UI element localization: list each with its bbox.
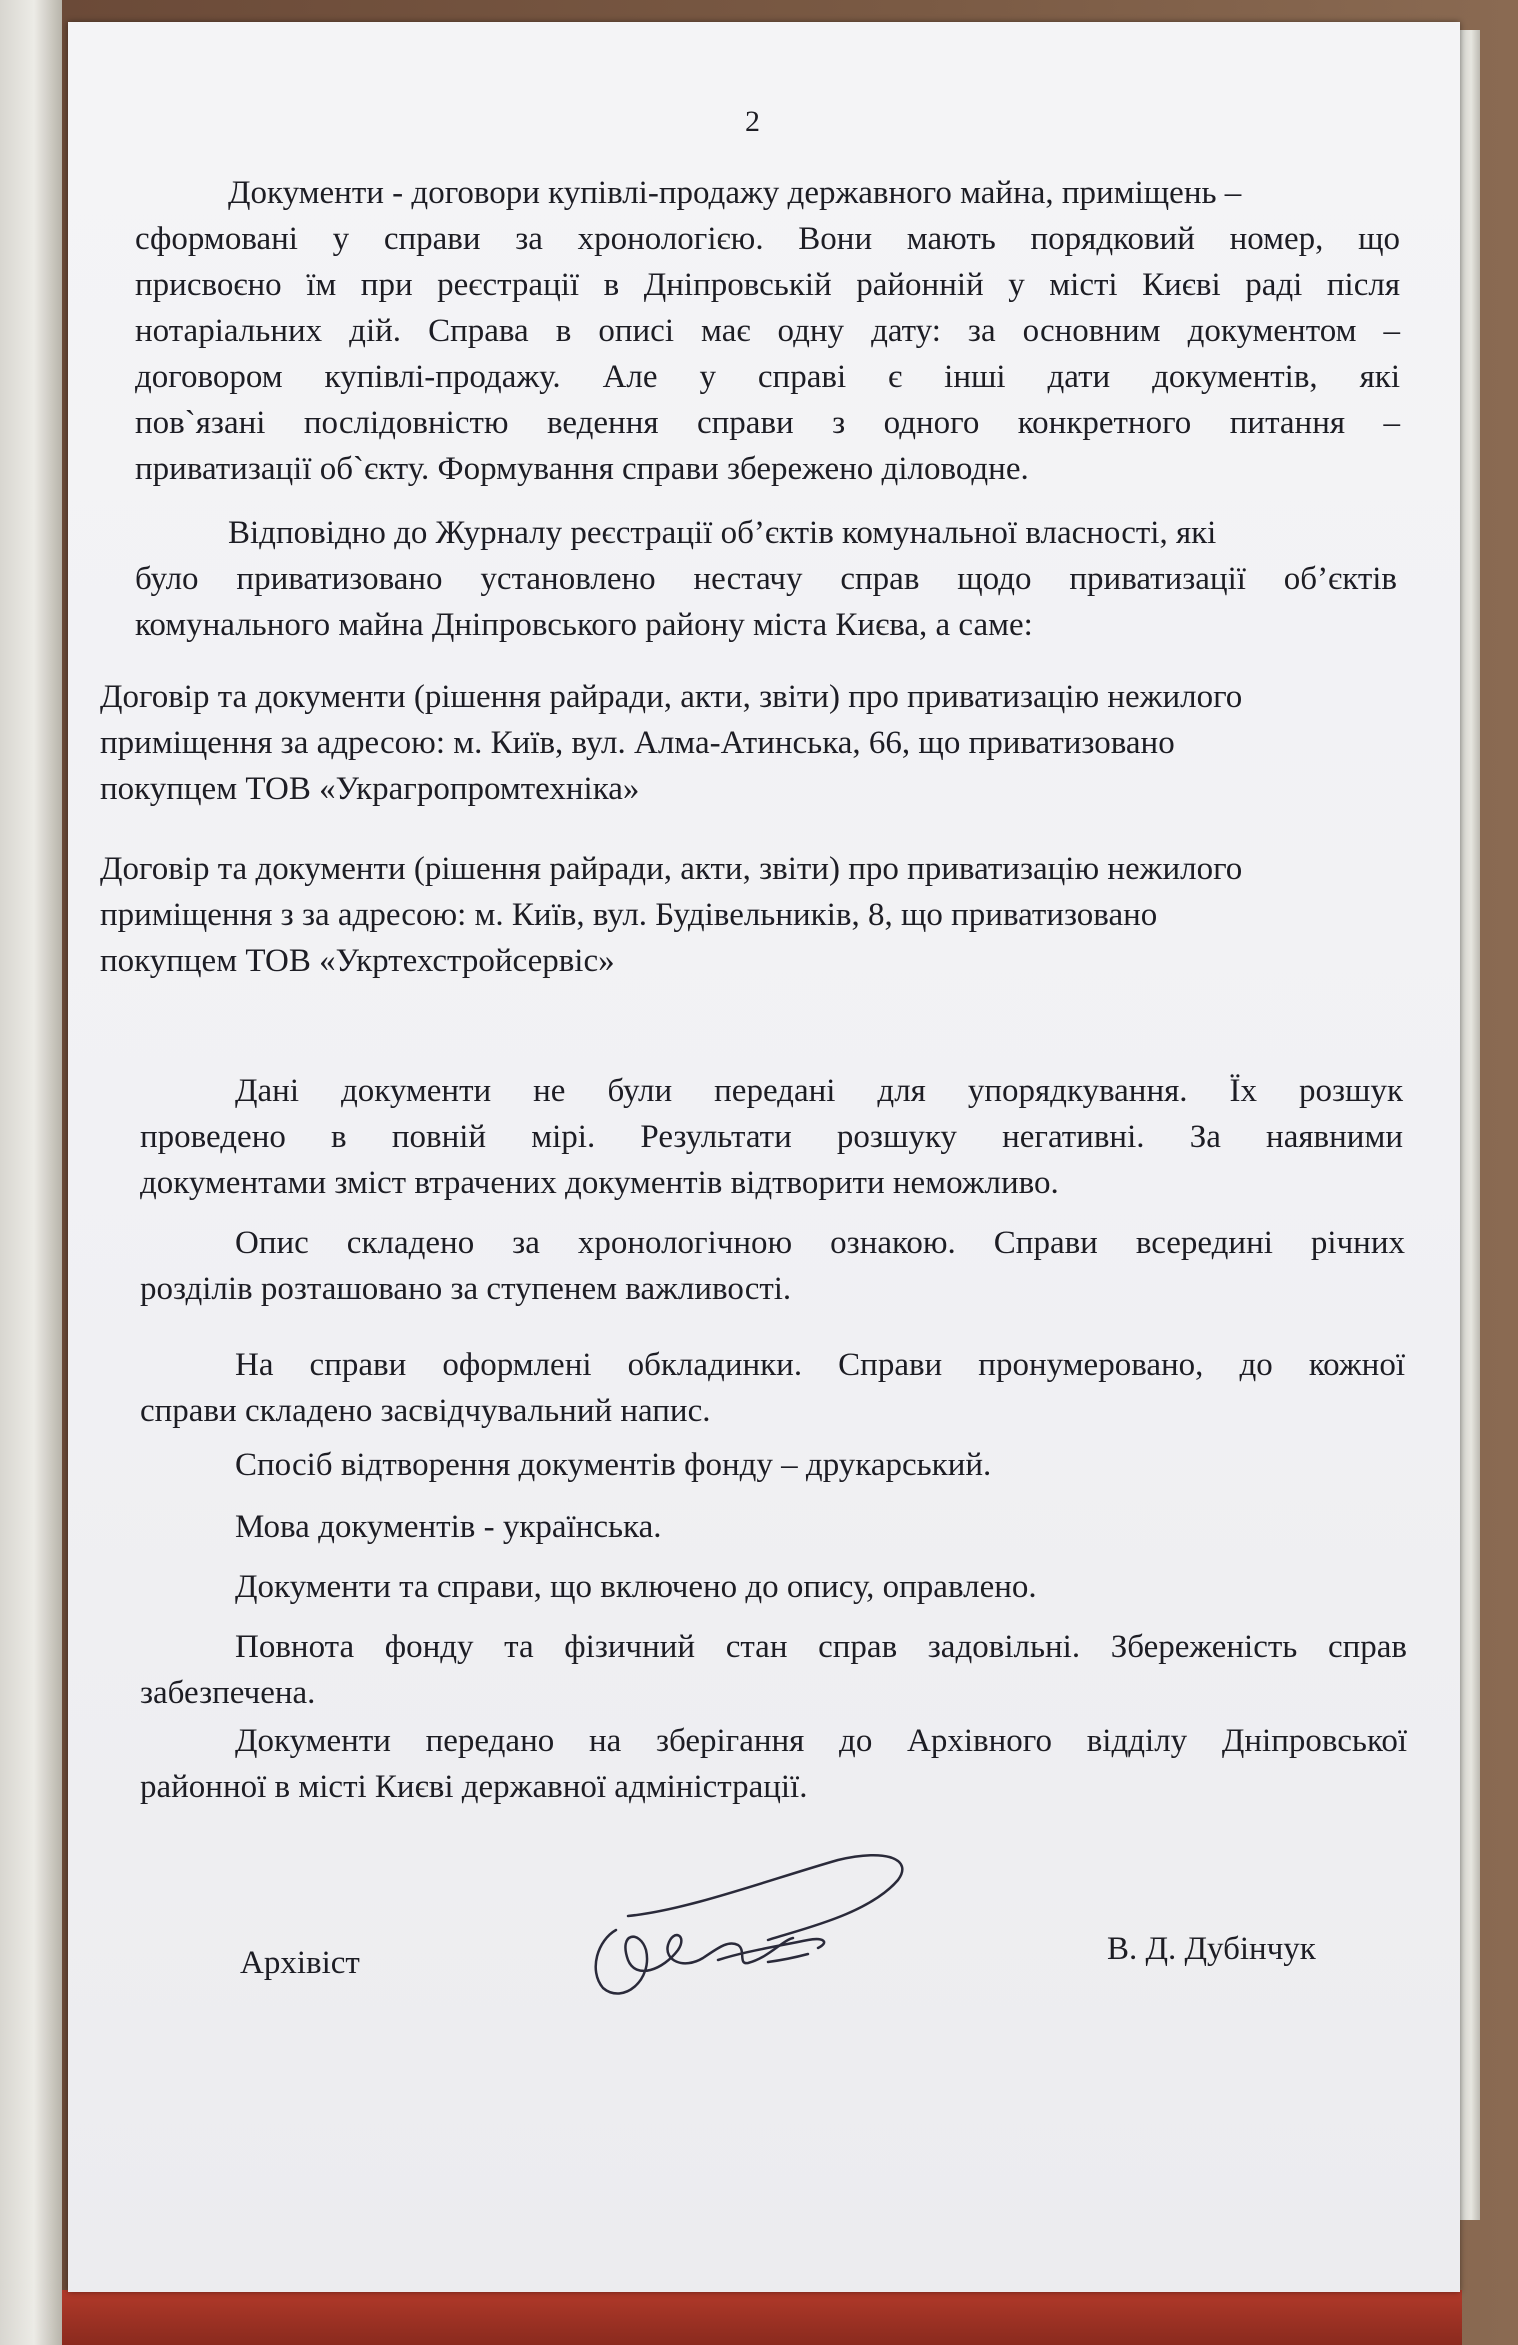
text-line: комунального майна Дніпровського району міста Києва, а саме:	[135, 607, 1033, 643]
paragraph-7: Мова документів - українська.	[235, 1509, 662, 1545]
text-line: присвоєно їм при реєстрації в Дніпровській районній у місті Києві раді після	[135, 267, 1400, 303]
text-line: приміщення з за адресою: м. Київ, вул. Будівельників, 8, що приватизовано	[100, 897, 1158, 933]
text-line: Повнота фонду та фізичний стан справ задовільні. Збереженість справ	[235, 1629, 1407, 1665]
text-line: договором купівлі-продажу. Але у справі є інші дати документів, які	[135, 359, 1400, 395]
text-line: нотаріальних дій. Справа в описі має одну дату: за основним документом –	[135, 313, 1400, 349]
paragraph-8: Документи та справи, що включено до опису, оправлено.	[235, 1569, 1037, 1605]
text-line: приміщення за адресою: м. Київ, вул. Алма-Атинська, 66, що приватизовано	[100, 725, 1175, 761]
page-stack-edge	[1458, 30, 1480, 2220]
paragraph-6: Спосіб відтворення документів фонду – друкарський.	[235, 1447, 992, 1483]
text-line: На справи оформлені обкладинки. Справи пронумеровано, до кожної	[235, 1347, 1405, 1383]
text-line: покупцем ТОВ «Украгропромтехніка»	[100, 771, 640, 807]
text-line: районної в місті Києві державної адміністрації.	[140, 1769, 808, 1805]
text-line: забезпечена.	[140, 1675, 316, 1711]
binder-cover-edge	[62, 2290, 1462, 2345]
text-line: розділів розташовано за ступенем важливості.	[140, 1271, 792, 1307]
text-line: Відповідно до Журналу реєстрації об’єктів комунальної власності, які	[228, 515, 1217, 551]
text-line: було приватизовано установлено нестачу справ щодо приватизації об’єктів	[135, 561, 1397, 597]
text-line: приватизації об`єкту. Формування справи збережено діловодне.	[135, 451, 1029, 487]
text-line: Документи - договори купівлі-продажу державного майна, приміщень –	[228, 175, 1242, 211]
signatory-name: В. Д. Дубінчук	[1107, 1931, 1316, 1967]
text-line: Договір та документи (рішення райради, акти, звіти) про приватизацію нежилого	[100, 851, 1243, 887]
text-line: Опис складено за хронологічною ознакою. Справи всередині річних	[235, 1225, 1405, 1261]
text-line: Документи передано на зберігання до Архівного відділу Дніпровської	[235, 1723, 1407, 1759]
text-line: покупцем ТОВ «Укртехстройсервіс»	[100, 943, 615, 979]
text-line: справи складено засвідчувальний напис.	[140, 1393, 711, 1429]
text-line: пов`язані послідовністю ведення справи з одного конкретного питання –	[135, 405, 1400, 441]
handwritten-signature	[568, 1820, 928, 2020]
page-number: 2	[745, 105, 760, 138]
text-line: сформовані у справи за хронологією. Вони мають порядковий номер, що	[135, 221, 1400, 257]
text-line: документами зміст втрачених документів відтворити неможливо.	[140, 1165, 1059, 1201]
signatory-role: Архівіст	[240, 1945, 360, 1981]
text-line: проведено в повній мірі. Результати розшуку негативні. За наявними	[140, 1119, 1403, 1155]
text-line: Дані документи не були передані для упорядкування. Їх розшук	[235, 1073, 1403, 1109]
previous-page-edge	[0, 0, 62, 2345]
text-line: Договір та документи (рішення райради, акти, звіти) про приватизацію нежилого	[100, 679, 1243, 715]
